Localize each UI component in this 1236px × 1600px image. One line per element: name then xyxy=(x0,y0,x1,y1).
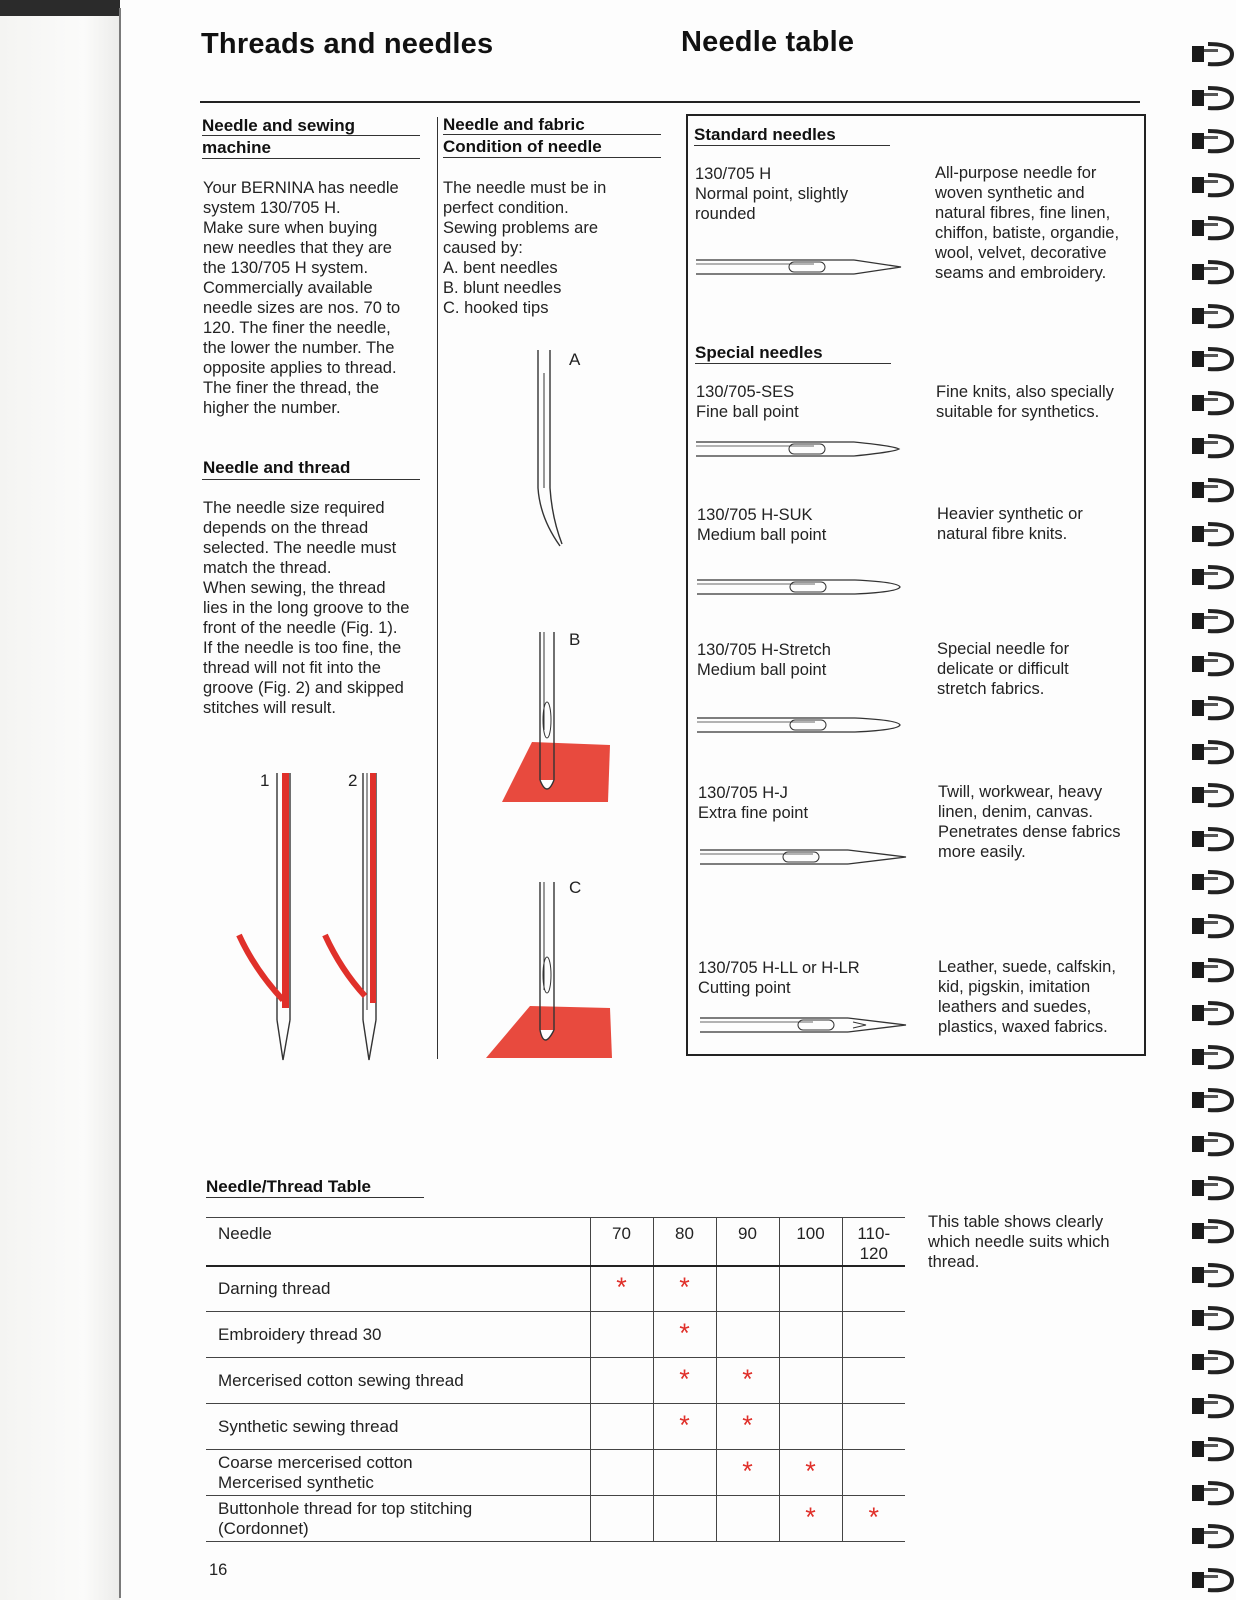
section-rule xyxy=(443,157,661,158)
figure-b-label: B xyxy=(569,630,581,649)
binding-ring xyxy=(1186,1479,1236,1509)
section-rule xyxy=(694,145,890,146)
table-row xyxy=(206,1266,905,1312)
binding-ring xyxy=(1186,1304,1236,1334)
binding-ring xyxy=(1186,520,1236,550)
suitability-cell xyxy=(779,1266,842,1312)
table-row xyxy=(206,1312,905,1358)
binding-ring xyxy=(1186,1043,1236,1073)
suitability-cell xyxy=(779,1358,842,1404)
thread-type-cell: Coarse mercerised cotton Mercerised synthetic xyxy=(206,1450,590,1496)
needle-drawing-fine-ball-point xyxy=(694,434,906,464)
needle-description: Special needle for delicate or difficult stretch fabrics. xyxy=(937,640,1070,698)
suitability-cell xyxy=(653,1496,716,1542)
page-title-needle-table: Needle table xyxy=(681,26,855,58)
binding-ring xyxy=(1186,825,1236,855)
needle-drawing-stretch xyxy=(695,710,907,740)
section-title-machine: machine xyxy=(202,138,271,157)
suitability-cell xyxy=(842,1404,905,1450)
binding-ring xyxy=(1186,127,1236,157)
binding-ring xyxy=(1186,563,1236,593)
binding-ring xyxy=(1186,171,1236,201)
needle-size-header: 110- 120 xyxy=(842,1218,905,1266)
section-rule xyxy=(202,135,420,136)
table-row xyxy=(206,1450,905,1496)
needle-condition-text: The needle must be in perfect condition. Sewing problems are caused by: A. bent needles B. blunt needles C. hooked tips xyxy=(443,179,607,317)
needle-description: Fine knits, also specially suitable for synthetics. xyxy=(936,383,1114,421)
binding-ring xyxy=(1186,781,1236,811)
binding-ring xyxy=(1186,1435,1236,1465)
binding-ring xyxy=(1186,1217,1236,1247)
needle-name: 130/705-SES Fine ball point xyxy=(696,383,799,421)
suitable-star-mark: * xyxy=(805,1501,816,1532)
needle-drawing-normal-point xyxy=(694,252,906,282)
standard-needles-title: Standard needles xyxy=(694,125,836,144)
suitability-cell xyxy=(653,1358,716,1404)
section-rule xyxy=(695,363,891,364)
needle-drawing-medium-ball-point xyxy=(695,572,907,602)
table-header-row xyxy=(206,1218,905,1266)
section-rule xyxy=(206,1197,424,1198)
binding-ring xyxy=(1186,1566,1236,1596)
suitability-cell xyxy=(653,1404,716,1450)
binding-ring xyxy=(1186,650,1236,680)
figure-c-label: C xyxy=(569,878,582,897)
suitable-star-mark: * xyxy=(742,1363,753,1394)
bent-needle-figure xyxy=(520,348,580,548)
thread-in-groove-figure xyxy=(225,770,425,1070)
binding-ring xyxy=(1186,214,1236,244)
binding-ring xyxy=(1186,1392,1236,1422)
binding-ring xyxy=(1186,345,1236,375)
section-title-needle-and-sewing: Needle and sewing xyxy=(202,116,356,135)
needle-name: 130/705 H-J Extra fine point xyxy=(698,784,809,822)
binding-ring xyxy=(1186,476,1236,506)
binding-ring xyxy=(1186,956,1236,986)
needle-drawing-cutting-point xyxy=(698,1010,910,1040)
column-divider xyxy=(437,117,438,1059)
section-rule xyxy=(202,479,420,480)
needle-and-sewing-text: Your BERNINA has needle system 130/705 H. Make sure when buying new needles that they are the 130/705 H system. Commercially available needle sizes are nos. 70 to 120. The finer the needle, the lower the number. The opposite applies to thread. The finer the thread, the higher the number. xyxy=(203,179,401,417)
suitable-star-mark: * xyxy=(679,1363,690,1394)
suitable-star-mark: * xyxy=(679,1271,690,1302)
suitability-cell xyxy=(716,1266,779,1312)
needle-name: 130/705 H-Stretch Medium ball point xyxy=(697,641,831,679)
suitability-cell xyxy=(842,1312,905,1358)
binding-ring xyxy=(1186,738,1236,768)
suitability-cell xyxy=(842,1358,905,1404)
thread-type-cell: Buttonhole thread for top stitching (Cordonnet) xyxy=(206,1496,590,1542)
suitable-star-mark: * xyxy=(805,1455,816,1486)
needle-name: 130/705 H-LL or H-LR Cutting point xyxy=(698,959,860,997)
binding-ring xyxy=(1186,1522,1236,1552)
suitable-star-mark: * xyxy=(616,1271,627,1302)
binding-ring xyxy=(1186,1348,1236,1378)
thread-type-cell: Synthetic sewing thread xyxy=(206,1404,590,1450)
suitability-cell xyxy=(779,1312,842,1358)
suitable-star-mark: * xyxy=(742,1409,753,1440)
suitability-cell xyxy=(590,1358,653,1404)
suitability-cell xyxy=(653,1312,716,1358)
binding-shadow xyxy=(0,0,120,16)
binding-ring xyxy=(1186,694,1236,724)
section-rule xyxy=(443,134,661,135)
suitability-cell xyxy=(590,1266,653,1312)
suitable-star-mark: * xyxy=(679,1409,690,1440)
suitability-cell xyxy=(779,1496,842,1542)
suitability-cell xyxy=(779,1404,842,1450)
binding-ring xyxy=(1186,999,1236,1029)
suitable-star-mark: * xyxy=(868,1501,879,1532)
table-row xyxy=(206,1358,905,1404)
binding-ring xyxy=(1186,432,1236,462)
binding-ring xyxy=(1186,302,1236,332)
needle-size-header: 80 xyxy=(653,1218,716,1266)
binding-ring xyxy=(1186,868,1236,898)
header-rule xyxy=(200,101,1140,103)
section-title-needle-and-fabric: Needle and fabric xyxy=(443,115,585,134)
hooked-needle-figure xyxy=(480,880,620,1060)
page-title-threads-and-needles: Threads and needles xyxy=(201,28,494,60)
needle-description: All-purpose needle for woven synthetic and natural fibres, fine linen, chiffon, batiste, organdie, wool, velvet, decorative seams and embroidery. xyxy=(935,164,1120,282)
table-note: This table shows clearly which needle suits which thread. xyxy=(928,1213,1110,1271)
suitability-cell xyxy=(590,1450,653,1496)
thread-type-cell: Mercerised cotton sewing thread xyxy=(206,1358,590,1404)
suitability-cell xyxy=(842,1450,905,1496)
binding-ring xyxy=(1186,389,1236,419)
page-edge-line xyxy=(119,8,121,1598)
suitability-cell xyxy=(716,1312,779,1358)
suitability-cell xyxy=(653,1450,716,1496)
binding-ring xyxy=(1186,1261,1236,1291)
section-rule xyxy=(202,158,420,159)
binding-ring xyxy=(1186,1174,1236,1204)
needle-and-thread-text: The needle size required depends on the thread selected. The needle must match the thread. When sewing, the thread lies in the long groove to the front of the needle (Fig. 1). If the needle is too fine, the thread will not fit into the groove (Fig. 2) and skipped stitches will result. xyxy=(203,499,410,717)
needle-size-header: 90 xyxy=(716,1218,779,1266)
needle-header-cell: Needle xyxy=(206,1218,590,1266)
figure-2-label: 2 xyxy=(348,771,358,790)
suitability-cell xyxy=(842,1266,905,1312)
needle-drawing-extra-fine-point xyxy=(698,842,910,872)
thread-type-cell: Embroidery thread 30 xyxy=(206,1312,590,1358)
binding-ring xyxy=(1186,912,1236,942)
page-number: 16 xyxy=(209,1561,228,1579)
section-title-needle-and-thread: Needle and thread xyxy=(203,458,351,477)
needle-description: Leather, suede, calfskin, kid, pigskin, imitation leathers and suedes, plastics, waxed fabrics. xyxy=(938,958,1116,1036)
needle-size-header: 70 xyxy=(590,1218,653,1266)
suitability-cell xyxy=(716,1450,779,1496)
suitability-cell xyxy=(842,1496,905,1542)
spiral-binding xyxy=(1186,40,1236,1600)
needle-size-header: 100 xyxy=(779,1218,842,1266)
blunt-needle-figure xyxy=(480,630,620,810)
suitability-cell xyxy=(716,1496,779,1542)
needle-name: 130/705 H-SUK Medium ball point xyxy=(697,506,827,544)
suitable-star-mark: * xyxy=(742,1455,753,1486)
suitability-cell xyxy=(779,1450,842,1496)
suitability-cell xyxy=(590,1312,653,1358)
section-title-condition-of-needle: Condition of needle xyxy=(443,137,602,156)
binding-ring xyxy=(1186,258,1236,288)
thread-type-cell: Darning thread xyxy=(206,1266,590,1312)
binding-ring xyxy=(1186,40,1236,70)
suitability-cell xyxy=(590,1496,653,1542)
figure-a-label: A xyxy=(569,350,581,369)
suitability-cell xyxy=(716,1358,779,1404)
binding-ring xyxy=(1186,1130,1236,1160)
needle-thread-table xyxy=(206,1217,905,1542)
suitability-cell xyxy=(716,1404,779,1450)
binding-ring xyxy=(1186,1086,1236,1116)
needle-description: Twill, workwear, heavy linen, denim, canvas. Penetrates dense fabrics more easily. xyxy=(938,783,1121,861)
suitable-star-mark: * xyxy=(679,1317,690,1348)
figure-1-label: 1 xyxy=(260,771,270,790)
table-row xyxy=(206,1496,905,1542)
needle-description: Heavier synthetic or natural fibre knits. xyxy=(937,505,1083,543)
binding-ring xyxy=(1186,84,1236,114)
suitability-cell xyxy=(590,1404,653,1450)
needle-name: 130/705 H Normal point, slightly rounded xyxy=(695,165,849,223)
binding-ring xyxy=(1186,607,1236,637)
special-needles-title: Special needles xyxy=(695,343,823,362)
previous-page-edge xyxy=(0,0,120,1600)
suitability-cell xyxy=(653,1266,716,1312)
needle-thread-table-title: Needle/Thread Table xyxy=(206,1177,372,1196)
table-row xyxy=(206,1404,905,1450)
